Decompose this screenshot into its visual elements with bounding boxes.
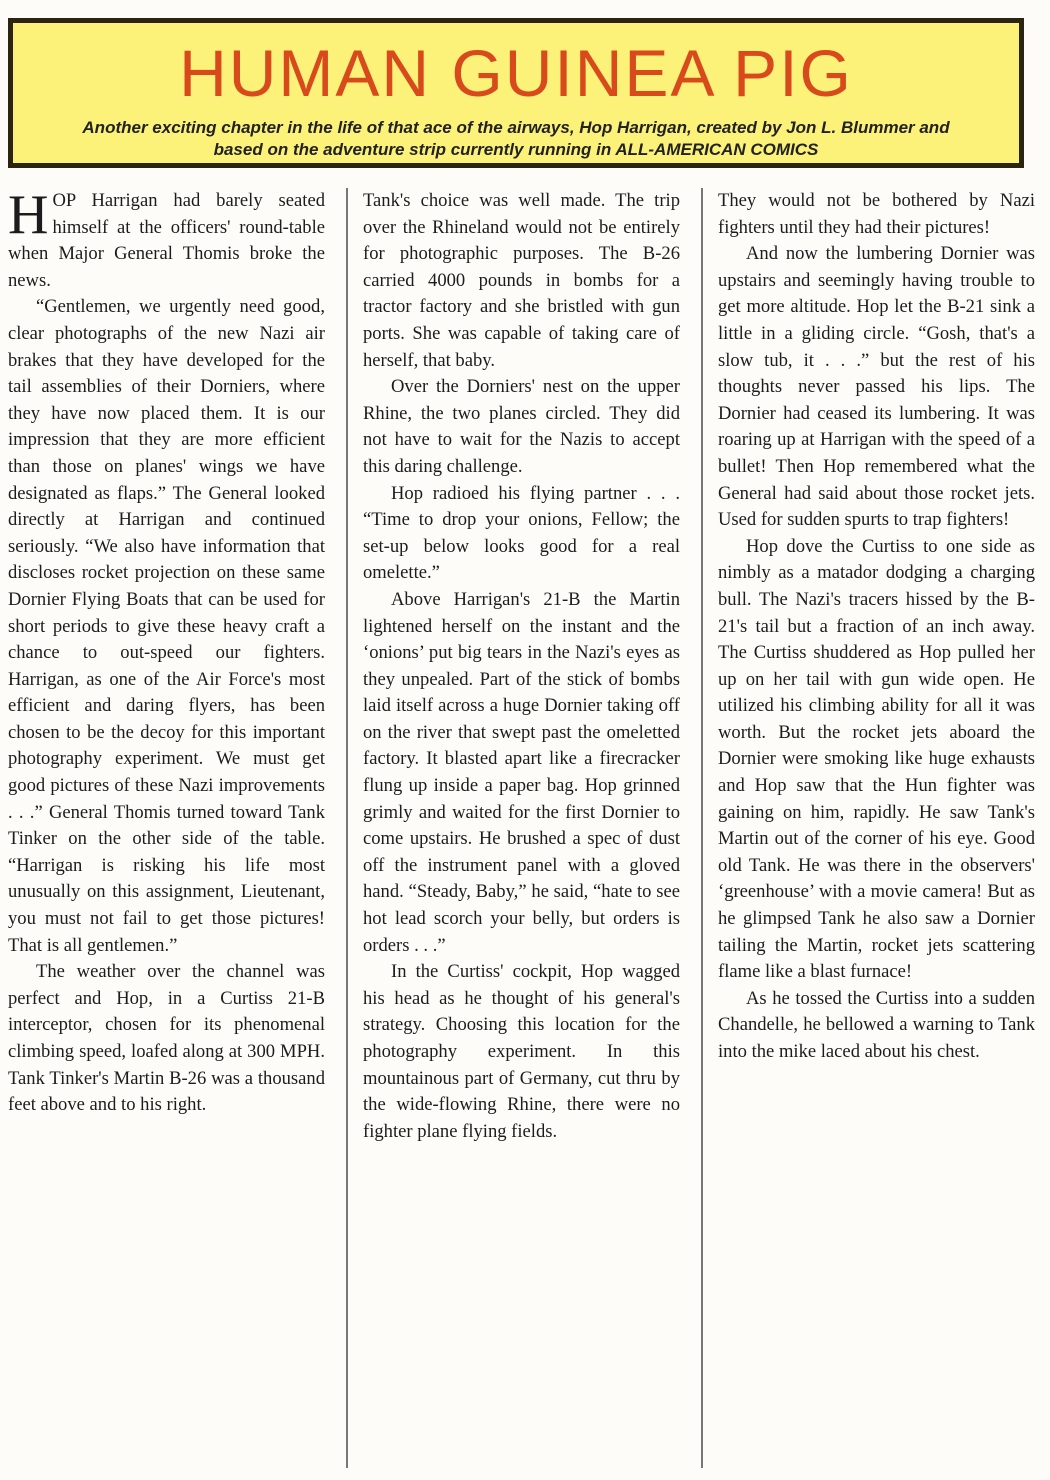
story-header: [8, 18, 1024, 168]
story-subtitle: Another exciting chapter in the life of that ace of the airways, Hop Harrigan, created by Jon L. Blummer and based on the adventure strip currently running in ALL-AMERICAN COMICS: [82, 118, 950, 159]
paragraph: Hop dove the Curtiss to one side as nimbly as a matador dodging a charging bull. The Nazi's tracers hissed by the B-21's tail but a fraction of an inch away. The Curtiss shuddered as Hop pulled her up on her tail with gun wide open. He utilized his climbing ability for all it was worth. But the rocket jets aboard the Dornier were smoking like huge exhausts and Hop saw that the Hun fighter was gaining on him, rapidly. He saw Tank's Martin out of the corner of his eye. Good old Tank. He was there in the observers' ‘greenhouse’ with a movie camera! But as he glimpsed Tank he also saw a Dornier tailing the Martin, rocket jets scattering flame like a blast furnace!: [718, 535, 1035, 983]
paragraph: “Gentlemen, we urgently need good, clear photographs of the new Nazi air brakes that they have developed for the tail assemblies of their Dorniers, where they have now placed them. It is our impression that they are more efficient than those on planes' wings we have designated as flaps.” The General looked directly at Harrigan and continued seriously. “We also have information that discloses rocket projection on these same Dornier Flying Boats that can be used for short periods to give these heavy craft a chance to out-speed our fighters. Harrigan, as one of the Air Force's most efficient and daring flyers, has been chosen to be the decoy for this important photography experiment. We must get good pictures of these Nazi improvements . . .” General Thomis turned toward Tank Tinker on the other side of the table. “Harrigan is risking his life most unusually on this assignment, Lieutenant, you must not fail to get those pictures! That is all gentlemen.”: [8, 296, 325, 956]
paragraph: The weather over the channel was perfect and Hop, in a Curtiss 21-B interceptor, chosen for its phenomenal climbing speed, loafed along at 300 MPH. Tank Tinker's Martin B-26 was a thousand feet above and to his right.: [8, 961, 325, 1116]
paragraph: As he tossed the Curtiss into a sudden Chandelle, he bellowed a warning to Tank into the mike laced about his chest.: [718, 987, 1035, 1062]
column-divider: [701, 188, 703, 1468]
story-title: HUMAN GUINEA PIG: [179, 36, 853, 110]
column-divider: [346, 188, 348, 1468]
column-2: [363, 188, 680, 1473]
column-3: [718, 188, 1035, 1473]
paragraph: In the Curtiss' cockpit, Hop wagged his head as he thought of his general's strategy. Choosing this location for the photography experiment. In this mountainous part of Germany, cut thru by the wide-flowing Rhine, there were no fighter plane flying fields.: [363, 961, 680, 1142]
paragraph: And now the lumbering Dornier was upstairs and seemingly having trouble to get more altitude. Hop let the B-21 sink a little in a gliding circle. “Gosh, that's a slow tub, it . . .” but the rest of his thoughts never passed his lips. The Dornier had ceased its lumbering. It was roaring up at Harrigan with the speed of a bullet! Then Hop remembered what the General had said about those rocket jets. Used for sudden spurts to trap fighters!: [718, 243, 1035, 531]
paragraph: They would not be bothered by Nazi fighters until they had their pictures!: [718, 190, 1035, 238]
paragraph: Above Harrigan's 21-B the Martin lightened herself on the instant and the ‘onions’ put big tears in the Nazi's eyes as they unpealed. Part of the stick of bombs laid itself across a huge Dornier taking off on the river that swept past the omeletted factory. It blasted apart like a firecracker flung up inside a paper bag. Hop grinned grimly and waited for the first Dornier to come upstairs. He brushed a spec of dust off the instrument panel with a gloved hand. “Steady, Baby,” he said, “hate to see hot lead scorch your belly, but orders is orders . . .”: [363, 588, 680, 956]
story-body: [8, 188, 1035, 1473]
paragraph-text: OP Harrigan had barely seated himself at the officers' round-table when Major General Thomis broke the news.: [8, 190, 325, 291]
drop-cap: H: [8, 188, 49, 246]
column-1: [8, 188, 325, 1473]
paragraph: Over the Dorniers' nest on the upper Rhine, the two planes circled. They did not have to wait for the Nazis to accept this daring challenge.: [363, 376, 680, 477]
paragraph: [8, 188, 325, 294]
paragraph: Tank's choice was well made. The trip over the Rhineland would not be entirely for photographic purposes. The B-26 carried 4000 pounds in bombs for a tractor factory and she bristled with gun ports. She was capable of taking care of herself, that baby.: [363, 190, 680, 371]
paragraph: Hop radioed his flying partner . . . “Time to drop your onions, Fellow; the set-up below looks good for a real omelette.”: [363, 482, 680, 584]
